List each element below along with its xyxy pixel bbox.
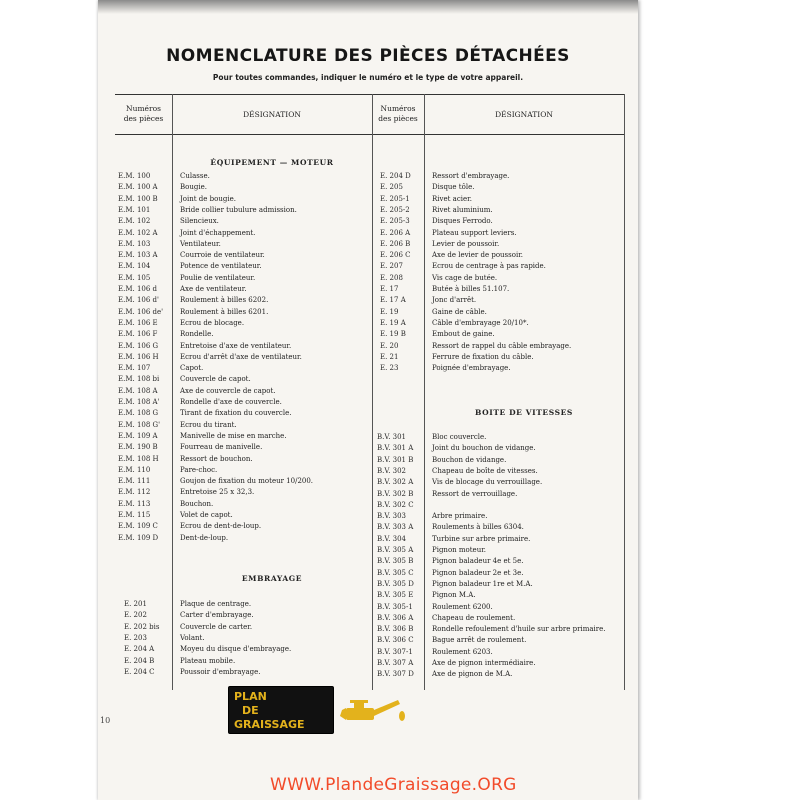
part-number: B.V. 301 B [377, 455, 414, 464]
part-number: E.M. 100 A [118, 183, 158, 192]
part-designation: Embout de gaine. [432, 330, 495, 339]
part-number: E. 205-1 [380, 194, 410, 203]
part-number: E.M. 113 [118, 499, 151, 508]
part-number: B.V. 305 C [377, 568, 414, 577]
section-title-embrayage: EMBRAYAGE [241, 574, 303, 583]
part-number: E. 20 [380, 341, 399, 350]
table-header-rule [115, 134, 625, 135]
plan-de-graissage-logo [228, 686, 410, 734]
part-designation: Plateau mobile. [180, 656, 236, 665]
part-number: E. 204 A [124, 645, 155, 654]
site-watermark: WWW.PlandeGraissage.ORG [270, 775, 517, 795]
part-number: E.M. 104 [118, 262, 151, 271]
part-number: B.V. 305 A [377, 546, 414, 554]
part-number: B.V. 306 A [377, 613, 414, 622]
header-numbers-left [115, 104, 172, 124]
part-designation: Fourreau de manivelle. [180, 443, 263, 452]
part-designation: Disque tôle. [432, 183, 475, 192]
part-designation: Moyeu du disque d'embrayage. [180, 645, 292, 654]
part-designation: Carter d'embrayage. [180, 611, 254, 620]
part-designation: Axe de couvercle de capot. [180, 386, 276, 395]
document-page [98, 0, 638, 800]
part-number: E. 202 [124, 611, 147, 620]
page-title: NOMENCLATURE DES PIÈCES DÉTACHÉES [166, 46, 570, 66]
part-designation: Rondelle d'axe de couvercle. [180, 398, 282, 406]
part-number: E.M. 103 [118, 239, 151, 248]
part-number: E.M. 102 A [118, 228, 158, 237]
part-number: E. 205-2 [380, 205, 410, 214]
part-designation: Joint du bouchon de vidange. [432, 444, 536, 453]
part-number: E.M. 103 A [118, 251, 158, 260]
section-title-boite: BOITE DE VITESSES [475, 408, 573, 417]
part-designation: Plaque de centrage. [180, 600, 252, 608]
part-designation: Ressort d'embrayage. [432, 172, 510, 180]
part-designation: Ecrou de blocage. [180, 318, 245, 327]
part-designation: Pignon moteur. [432, 546, 487, 554]
column-divider-center [372, 94, 373, 690]
part-designation: Couvercle de carter. [180, 622, 253, 631]
part-number: E. 205 [380, 183, 403, 192]
part-number: E. 205-3 [380, 217, 410, 226]
part-number: E. 208 [380, 273, 403, 282]
part-designation: Bouchon de vidange. [432, 455, 507, 464]
part-designation: Roulement 6203. [432, 647, 493, 656]
part-designation: Roulement à billes 6201. [180, 307, 269, 316]
part-number: B.V. 305 D [377, 579, 414, 588]
part-designation: Courroie de ventilateur. [180, 251, 265, 260]
part-number: B.V. 306 B [377, 625, 414, 634]
part-number: E.M. 100 B [118, 194, 158, 203]
part-designation: Bouchon. [180, 499, 214, 508]
part-number: E.M. 110 [118, 465, 151, 474]
part-number: E.M. 100 [118, 172, 151, 180]
page-number: 10 [100, 716, 111, 725]
part-designation: Pignon baladeur 1re et M.A. [432, 579, 533, 588]
part-designation: Turbine sur arbre primaire. [432, 534, 531, 543]
part-designation: Ressort de bouchon. [180, 454, 253, 463]
part-designation: Poussoir d'embrayage. [180, 667, 261, 676]
part-number: B.V. 305 E [377, 591, 414, 600]
part-number: E.M. 108 G [118, 409, 159, 418]
part-number: E. 202 bis [124, 622, 160, 631]
part-designation: Entretoise d'axe de ventilateur. [180, 341, 292, 350]
part-number: B.V. 304 [377, 534, 407, 543]
part-designation: Goujon de fixation du moteur 10/200. [180, 477, 314, 486]
part-designation: Rivet aluminium. [432, 205, 493, 214]
part-number: E.M. 108 bi [118, 375, 160, 384]
header-numbers-line2: des pièces [123, 114, 164, 123]
part-number: B.V. 302 [377, 466, 407, 475]
part-designation: Manivelle de mise en marche. [180, 431, 287, 440]
part-designation: Bride collier tubulure admission. [180, 205, 297, 214]
part-number: E.M. 115 [118, 511, 151, 519]
part-designation: Roulement 6200. [432, 602, 493, 611]
part-designation: Butée à billes 51.107. [432, 285, 510, 293]
part-number: E.M. 111 [118, 477, 151, 486]
part-designation: Ecrou d'arrêt d'axe de ventilateur. [180, 352, 302, 361]
part-designation: Tirant de fixation du couvercle. [180, 409, 292, 418]
part-designation: Poulie de ventilateur. [180, 273, 256, 282]
page-subtitle: Pour toutes commandes, indiquer le numéro et le type de votre appareil. [212, 73, 524, 82]
part-designation: Chapeau de boîte de vitesses. [432, 466, 538, 475]
part-designation: Axe de pignon de M.A. [432, 670, 513, 679]
part-designation: Levier de poussoir. [432, 239, 500, 248]
part-number: B.V. 305-1 [377, 602, 413, 611]
part-number: B.V. 307-1 [377, 647, 413, 656]
part-number: E. 206 A [380, 228, 411, 237]
header-numbers-right [372, 104, 424, 124]
part-number: E. 17 [380, 285, 399, 293]
oil-can-icon [332, 686, 412, 734]
section-title-moteur: ÉQUIPEMENT — MOTEUR [210, 158, 334, 167]
header-numbers-line2: des pièces [378, 114, 418, 123]
part-designation: Gaine de câble. [432, 307, 487, 316]
part-designation: Vis de blocage du verrouillage. [432, 478, 543, 487]
part-designation: Bougie. [180, 183, 207, 192]
part-number: B.V. 302 B [377, 489, 414, 498]
part-designation: Roulement à billes 6202. [180, 296, 269, 305]
part-designation: Rondelle. [180, 330, 214, 339]
part-number: E. 19 B [380, 330, 406, 339]
part-number: E. 19 A [380, 318, 406, 327]
part-designation: Silencieux. [180, 217, 219, 226]
part-designation: Bague arrêt de roulement. [432, 636, 527, 645]
part-number: B.V. 307 D [377, 670, 414, 679]
part-number: E. 23 [380, 364, 399, 373]
part-designation: Câble d'embrayage 20/10*. [432, 318, 529, 327]
part-number: B.V. 303 A [377, 523, 414, 532]
part-number: E.M. 190 B [118, 443, 158, 452]
part-designation: Disques Ferrodo. [432, 217, 493, 226]
part-number: B.V. 301 [377, 433, 407, 441]
header-designation-right: DÉSIGNATION [495, 110, 553, 119]
part-number: E.M. 108 G' [118, 420, 161, 429]
logo-line-1: PLAN [234, 690, 267, 703]
part-designation: Plateau support leviers. [432, 228, 517, 237]
logo-line-3: GRAISSAGE [234, 718, 305, 731]
part-designation: Ecrou du tirant. [180, 420, 237, 429]
part-designation: Poignée d'embrayage. [432, 364, 511, 373]
part-designation: Axe de ventilateur. [180, 285, 247, 293]
part-designation: Ecrou de centrage à pas rapide. [432, 262, 546, 271]
part-number: E. 204 D [380, 172, 411, 180]
part-designation: Pignon baladeur 2e et 3e. [432, 568, 524, 577]
part-number: B.V. 301 A [377, 444, 414, 453]
part-number: E. 206 B [380, 239, 411, 248]
part-number: B.V. 305 B [377, 557, 414, 566]
part-designation: Rivet acier. [432, 194, 472, 203]
part-number: E. 17 A [380, 296, 406, 305]
part-number: E. 204 B [124, 656, 155, 665]
part-designation: Arbre primaire. [432, 512, 488, 521]
part-designation: Roulements à billes 6304. [432, 523, 524, 532]
part-designation: Chapeau de roulement. [432, 613, 516, 622]
part-designation: Axe de levier de poussoir. [432, 251, 523, 260]
part-designation: Ecrou de dent-de-loup. [180, 522, 262, 531]
part-designation: Ressort de rappel du câble embrayage. [432, 341, 572, 350]
part-number: E.M. 108 H [118, 454, 159, 463]
part-designation: Volet de capot. [180, 511, 233, 519]
part-designation: Pignon baladeur 4e et 5e. [432, 557, 524, 566]
part-number: E.M. 105 [118, 273, 151, 282]
part-designation: Volant. [180, 633, 205, 642]
part-number: E.M. 108 A' [118, 398, 160, 406]
part-number: B.V. 302 C [377, 500, 414, 509]
part-number: E.M. 109 A [118, 431, 158, 440]
part-designation: Potence de ventilateur. [180, 262, 262, 271]
part-designation: Ressort de verrouillage. [432, 489, 518, 498]
part-number: E.M. 112 [118, 488, 151, 497]
part-number: E.M. 106 d [118, 285, 158, 293]
part-number: E.M. 106 F [118, 330, 158, 339]
part-designation: Culasse. [180, 172, 210, 180]
part-number: E. 19 [380, 307, 399, 316]
part-designation: Ventilateur. [180, 239, 221, 248]
part-designation: Vis cage de butée. [432, 273, 498, 282]
part-number: B.V. 306 C [377, 636, 414, 645]
part-number: E. 21 [380, 352, 399, 361]
part-designation: Couvercle de capot. [180, 375, 251, 384]
part-number: B.V. 302 A [377, 478, 414, 487]
part-designation: Capot. [180, 364, 204, 373]
part-number: E.M. 101 [118, 205, 151, 214]
part-number: B.V. 303 [377, 512, 407, 521]
part-number: E.M. 106 G [118, 341, 159, 350]
part-number: E. 207 [380, 262, 403, 271]
table-top-rule [115, 94, 625, 95]
header-designation-left: DÉSIGNATION [243, 110, 301, 119]
part-designation: Pignon M.A. [432, 591, 476, 600]
logo-text-box [228, 686, 334, 734]
part-designation: Joint d'échappement. [180, 228, 256, 237]
part-designation: Axe de pignon intermédiaire. [432, 659, 536, 667]
part-number: E. 201 [124, 600, 147, 608]
part-designation: Entretoise 25 x 32,3. [180, 488, 255, 497]
part-number: E.M. 106 d' [118, 296, 159, 305]
part-designation: Dent-de-loup. [180, 533, 229, 542]
page-top-shadow [98, 0, 638, 14]
part-number: E.M. 106 E [118, 318, 158, 327]
header-numbers-line1: Numéros [126, 104, 161, 113]
logo-line-2: DE [242, 704, 259, 717]
part-designation: Ferrure de fixation du câble. [432, 352, 534, 361]
part-designation: Joint de bougie. [180, 194, 236, 203]
part-number: E. 204 C [124, 667, 155, 676]
part-number: E.M. 109 C [118, 522, 158, 531]
part-designation: Bloc couvercle. [432, 433, 487, 441]
part-number: E.M. 102 [118, 217, 151, 226]
table-right-border [624, 94, 625, 690]
column-divider-left-code [172, 94, 173, 690]
part-number: E.M. 107 [118, 364, 151, 373]
part-number: E.M. 106 de' [118, 307, 164, 316]
part-designation: Pare-choc. [180, 465, 218, 474]
column-divider-right-code [424, 94, 425, 690]
part-number: E.M. 109 D [118, 533, 159, 542]
part-designation: Rondelle refoulement d'huile sur arbre primaire. [432, 625, 606, 634]
part-number: E. 206 C [380, 251, 411, 260]
part-number: E.M. 108 A [118, 386, 158, 395]
part-number: E.M. 106 H [118, 352, 159, 361]
part-number: E. 203 [124, 633, 147, 642]
part-number: B.V. 307 A [377, 659, 414, 667]
header-numbers-line1: Numéros [380, 104, 416, 113]
part-designation: Jonc d'arrêt. [432, 296, 477, 305]
